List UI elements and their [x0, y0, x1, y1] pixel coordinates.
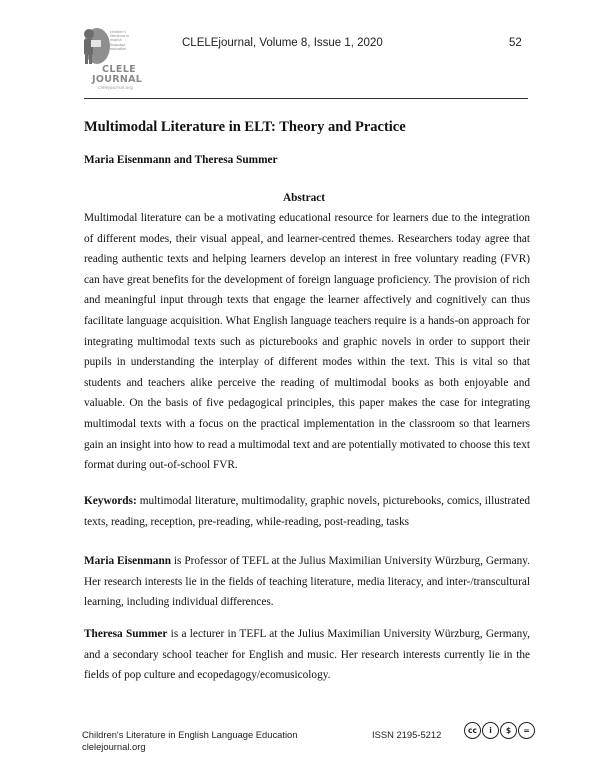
logo-name-journal: JOURNAL: [92, 74, 143, 85]
author-bio-2: [84, 624, 530, 686]
author-bio-1: [84, 551, 530, 613]
nd-icon: =: [518, 722, 535, 739]
author-bio-2-name: Theresa Summer: [84, 628, 168, 640]
abstract-text: Multimodal literature can be a motivating educational resource for learners due to the integration of different modes, their visual appeal, and learner-centred themes. Researchers today agree that reading authentic texts and helping learners develop an interest in free voluntary reading (FVR) can have great benefits for the development of foreign language proficiency. The provision of rich and meaningful input through texts that engage the learner affectively and cognitively can thus facilitate language acquisition. What English language teachers require is a hands-on approach for integrating multimodal texts such as picturebooks and graphic novels in order to support their pupils in understanding the interplay of different modes within the text. This is vital so that students and teachers alike perceive the reading of multimodal books as both enjoyable and valuable. On the basis of five pedagogical principles, this paper makes the case for integrating multimodal texts with a focus on the practical implementation in the classroom so that learners gain an insight into how to read a multimodal text and are potentially motivated to choose this text format during out-of-school FVR.: [84, 212, 530, 472]
journal-logo: [80, 26, 144, 96]
keywords-label: Keywords:: [84, 495, 137, 507]
logo-url: clelejournal.org: [98, 86, 133, 91]
header-rule: [84, 98, 528, 99]
running-header: CLELEjournal, Volume 8, Issue 1, 2020: [182, 37, 383, 49]
by-icon: i: [482, 722, 499, 739]
footer-site-link[interactable]: clelejournal.org: [82, 741, 146, 752]
child-silhouette-icon: [80, 26, 110, 66]
author-bio-1-text: is Professor of TEFL at the Julius Maximilian University Würzburg, Germany. Her research interests lie in the fields of teaching literature, media literacy, and inter-/transcultural learning, including individual differences.: [84, 555, 530, 609]
logo-tagline: children's literature in english language education: [110, 30, 130, 51]
license-badge[interactable]: [464, 722, 535, 739]
page-number: 52: [509, 37, 522, 49]
keywords: [84, 491, 530, 532]
logo-name-clele: CLELE: [102, 64, 137, 75]
nc-icon: $: [500, 722, 517, 739]
article-title: Multimodal Literature in ELT: Theory and Practice: [84, 119, 406, 135]
cc-icon: cc: [464, 722, 481, 739]
article-authors: Maria Eisenmann and Theresa Summer: [84, 154, 278, 166]
abstract-heading: Abstract: [282, 192, 326, 204]
author-bio-1-name: Maria Eisenmann: [84, 555, 172, 567]
footer-journal-name: Children's Literature in English Language Education: [82, 729, 298, 740]
footer-issn: ISSN 2195-5212: [372, 729, 442, 740]
author-bio-2-text: is a lecturer in TEFL at the Julius Maximilian University Würzburg, Germany, and a secondary school teacher for English and music. Her research interests currently lie in the fields of pop culture and ecopedagogy/ecomusicology.: [84, 628, 530, 682]
keywords-list: multimodal literature, multimodality, graphic novels, picturebooks, comics, illustrated texts, reading, reception, pre-reading, while-reading, post-reading, tasks: [84, 495, 530, 528]
